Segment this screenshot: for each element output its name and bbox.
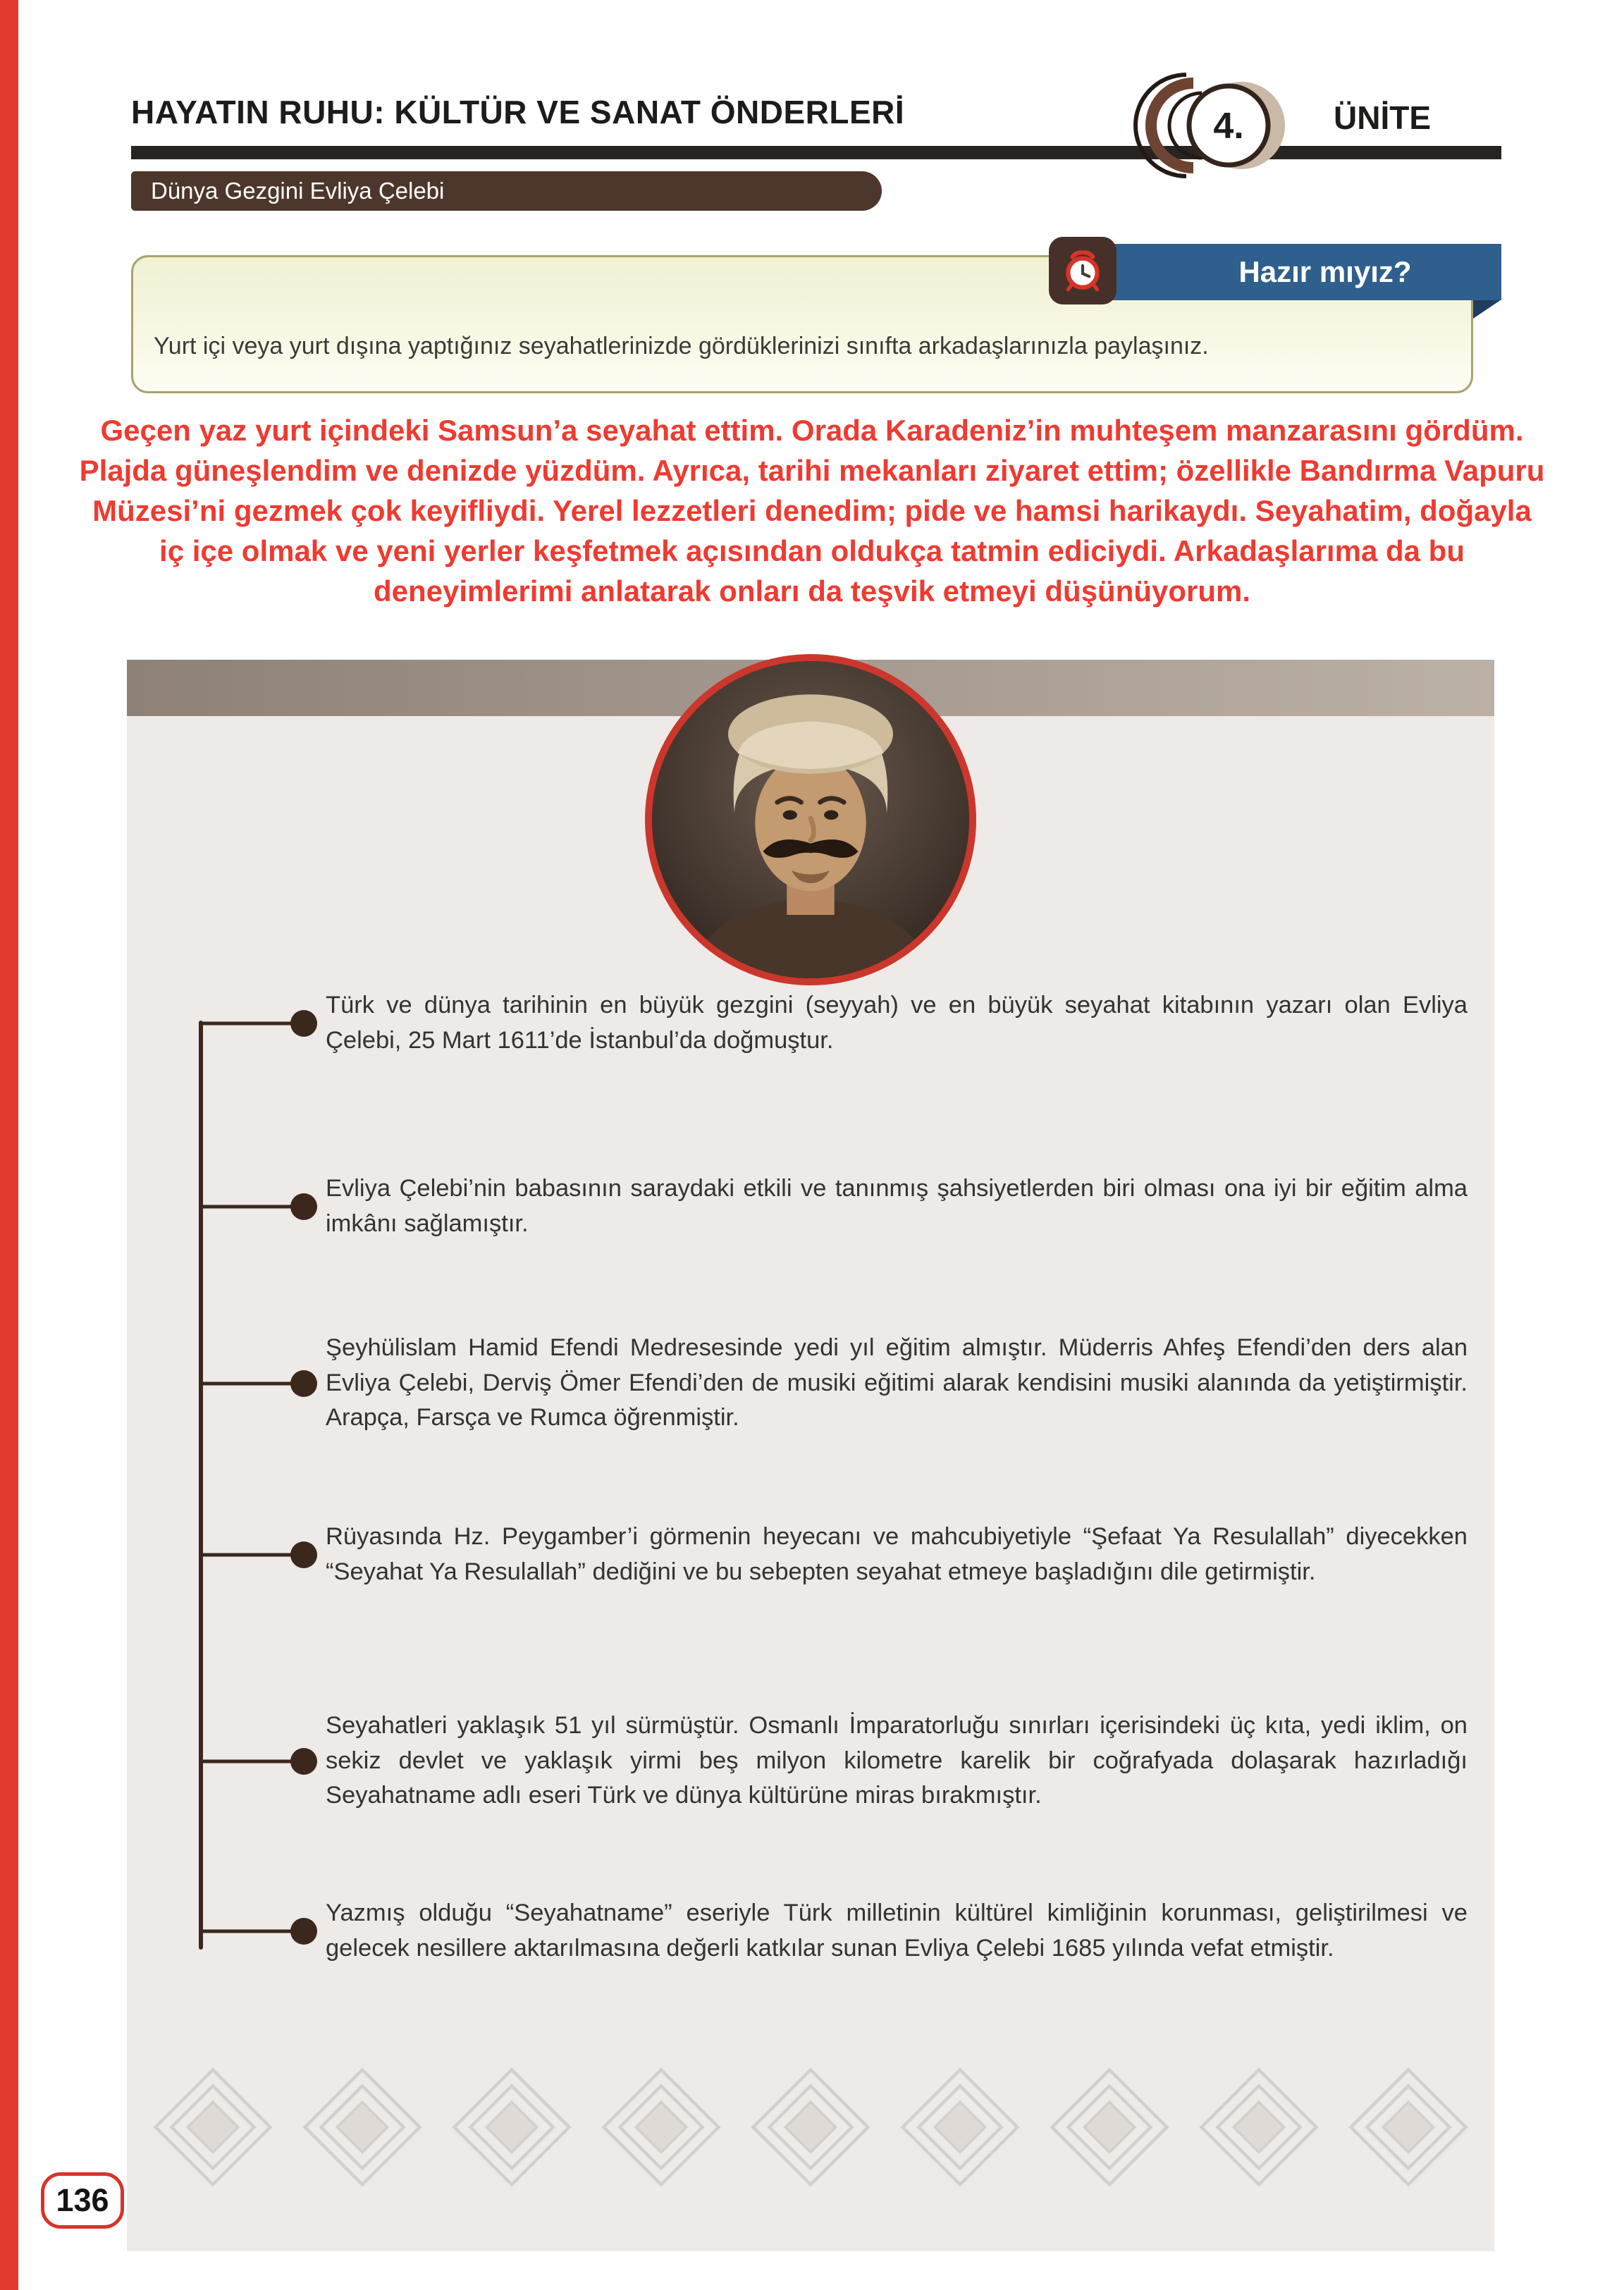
ribbon-fold bbox=[1473, 300, 1501, 319]
timeline-line bbox=[199, 1021, 203, 1950]
timeline-item bbox=[326, 988, 1468, 1058]
nested-diamond-icon bbox=[747, 2064, 874, 2191]
nested-diamond-icon bbox=[897, 2064, 1023, 2191]
timeline-bullet bbox=[290, 1010, 317, 1037]
timeline-connector bbox=[199, 1205, 294, 1208]
timeline-item-text: Evliya Çelebi’nin babasının saraydaki etkili ve tanınmış şahsiyetlerden biri olması ona iyi bir eğitim alma imkânı sağlamıştır. bbox=[326, 1175, 1468, 1237]
ornament-row bbox=[127, 2057, 1494, 2198]
timeline-connector bbox=[199, 1929, 294, 1933]
timeline-connector bbox=[199, 1381, 294, 1385]
left-accent-strip bbox=[0, 0, 18, 2290]
timeline-bullet bbox=[290, 1370, 317, 1397]
timeline-item-text: Şeyhülislam Hamid Efendi Medresesinde yedi yıl eğitim almıştır. Müderris Ahfeş Efendi’den ders alan Evliya Çelebi, Derviş Ömer Efendi’den de musiki eğitimi alarak kendisini musiki alanında da yetiştirmiştir. Arapça, Farsça ve Rumca öğrenmiştir. bbox=[326, 1334, 1468, 1432]
timeline-item bbox=[326, 1331, 1468, 1436]
timeline-item bbox=[326, 1171, 1468, 1241]
nested-diamond-icon bbox=[149, 2064, 276, 2191]
timeline-item bbox=[326, 1896, 1468, 1966]
timeline-item-text: Türk ve dünya tarihinin en büyük gezgini (seyyah) ve en büyük seyahat kitabının yazarı olan Evliya Çelebi, 25 Mart 1611’de İstanbul’da doğmuştur. bbox=[326, 992, 1468, 1054]
timeline-item-text: Seyahatleri yaklaşık 51 yıl sürmüştür. Osmanlı İmparatorluğu sınırları içerisindeki üç kıta, yedi iklim, on sekiz devlet ve yaklaşık yirmi beş milyon kilometre karelik bir coğrafyada dolaşarak hazırladığı Seyahatname adlı eseri Türk ve dünya kültürüne miras bırakmıştır. bbox=[326, 1712, 1468, 1809]
nested-diamond-icon bbox=[1345, 2064, 1472, 2191]
evliya-celebi-portrait bbox=[645, 654, 976, 985]
timeline-bullet bbox=[290, 1748, 317, 1775]
portrait-illustration bbox=[652, 661, 969, 978]
timeline-bullet bbox=[290, 1193, 317, 1220]
unit-label: ÜNİTE bbox=[1334, 99, 1431, 136]
unit-number-badge bbox=[1110, 62, 1300, 189]
alarm-clock-icon bbox=[1059, 247, 1106, 294]
unit-number: 4. bbox=[1213, 106, 1244, 147]
timeline-item bbox=[326, 1709, 1468, 1814]
timeline-bullet bbox=[290, 1541, 317, 1568]
nested-diamond-icon bbox=[1046, 2064, 1173, 2191]
topic-bar: Dünya Gezgini Evliya Çelebi bbox=[131, 171, 882, 211]
timeline-item bbox=[326, 1520, 1468, 1589]
page-title: HAYATIN RUHU: KÜLTÜR VE SANAT ÖNDERLERİ bbox=[131, 94, 905, 130]
nested-diamond-icon bbox=[598, 2064, 725, 2191]
nested-diamond-icon bbox=[299, 2064, 426, 2191]
ready-ribbon bbox=[1100, 244, 1501, 300]
timeline-bullet bbox=[290, 1918, 317, 1945]
student-answer-text: Geçen yaz yurt içindeki Samsun’a seyahat ettim. Orada Karadeniz’in muhteşem manzarasını gördüm. Plajda güneşlendim ve denizde yüzdüm. Ayrıca, tarihi mekanları ziyaret ettim; özellikle Bandırma Vapuru Müzesi’ni gezmek çok keyifliydi. Yerel lezzetleri denedim; pide ve hamsi harikaydı. Seyahatim, doğayla iç içe olmak ve yeni yerler keşfetmek açısından oldukça tatmin ediciydi. Arkadaşlarıma da bu deneyimlerimi anlatarak onları da teşvik etmeyi düşünüyorum. bbox=[79, 414, 1545, 608]
page-number-badge bbox=[41, 2172, 124, 2229]
timeline-item-text: Rüyasında Hz. Peygamber’i görmenin heyecanı ve mahcubiyetiyle “Şefaat Ya Resulallah” diyecekken “Seyahat Ya Resulallah” dediğini ve bu sebepten seyahat etmeye başladığını dile getirmiştir. bbox=[326, 1523, 1468, 1585]
nested-diamond-icon bbox=[448, 2064, 575, 2191]
ready-title: Hazır mıyız? bbox=[1238, 255, 1412, 288]
ready-question: Yurt içi veya yurt dışına yaptığınız seyahatlerinizde gördüklerinizi sınıfta arkadaşlarınızla paylaşınız. bbox=[154, 333, 1209, 359]
timeline-connector bbox=[199, 1553, 294, 1556]
page-number: 136 bbox=[56, 2182, 109, 2218]
timeline-connector bbox=[199, 1759, 294, 1763]
timeline-item-text: Yazmış olduğu “Seyahatname” eseriyle Türk milletinin kültürel kimliğinin korunması, geliştirilmesi ve gelecek nesillere aktarılmasına değerli katkılar sunan Evliya Çelebi 1685 yılında vefat etmiştir. bbox=[326, 1900, 1468, 1962]
nested-diamond-icon bbox=[1195, 2064, 1322, 2191]
ready-icon-box bbox=[1049, 237, 1116, 304]
timeline-connector bbox=[199, 1021, 294, 1025]
